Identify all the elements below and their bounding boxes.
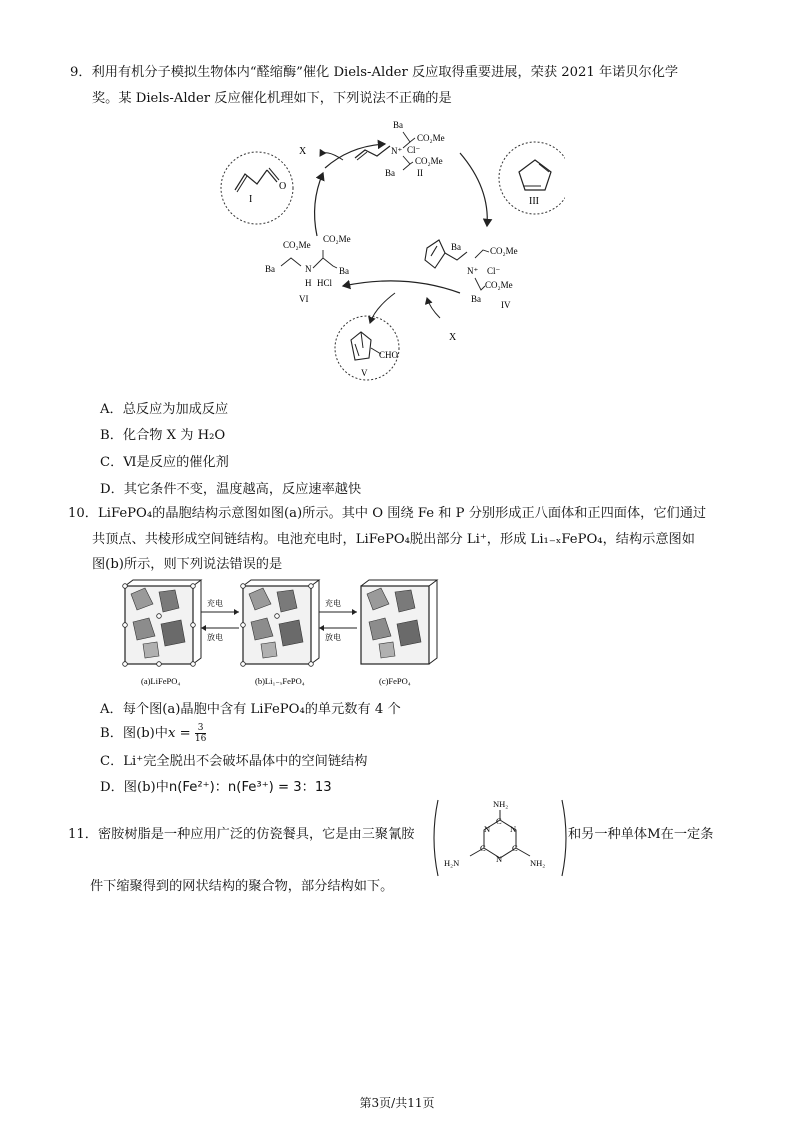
cell-b: [241, 580, 319, 666]
mol-nh2-top: NH₂: [493, 799, 509, 809]
q11-line1-before: 11．密胺树脂是一种应用广泛的仿瓷餐具，它是由三聚氰胺: [68, 827, 415, 842]
q11-line1-after: 和另一种单体M在一定条: [568, 827, 714, 842]
cycle-arrow-left: [315, 173, 323, 236]
melamine-structure: [430, 796, 570, 880]
arrow-label-discharge-1: 放电: [207, 633, 223, 642]
co2me-ii-bottom: CO₂Me: [415, 156, 443, 166]
q10-option-b-fraction: [195, 723, 206, 744]
co2me-ii-top: CO₂Me: [417, 133, 445, 143]
co2me-iv-top: CO₂Me: [490, 246, 518, 256]
arrow-label-charge-1: 充电: [207, 599, 223, 608]
label-v: V: [361, 368, 368, 378]
atom-n-plus-iv: N⁺: [467, 266, 479, 276]
mol-h2n-left: H₂N: [444, 858, 460, 868]
q9-option-b: B．化合物 X 为 H₂O: [100, 428, 226, 443]
label-ii: II: [417, 168, 423, 178]
cell-c: [361, 580, 437, 664]
ba-vi-right: Ba: [339, 266, 349, 276]
mol-c-top: C: [496, 816, 502, 826]
label-x-top: X: [299, 146, 307, 157]
cycle-arrow-right: [460, 153, 487, 226]
q10-line2: 共顶点、共棱形成空间链结构。电池充电时，LiFePO₄脱出部分 Li⁺，形成 Li₁₋ₓFePO₄，结构示意图如: [92, 532, 695, 547]
q9-option-d: D．其它条件不变，温度越高，反应速率越快: [100, 482, 362, 497]
q9-line1: 9．利用有机分子模拟生物体内“醛缩酶”催化 Diels-Alder 反应取得重要进展，荣获 2021 年诺贝尔化学: [70, 65, 679, 80]
arrow-label-discharge-2: 放电: [325, 633, 341, 642]
hcl-vi: HCl: [317, 278, 333, 288]
q11-line2: 件下缩聚得到的网状结构的聚合物，部分结构如下。: [90, 879, 394, 894]
fraction-denominator: 16: [194, 734, 207, 744]
atom-n-plus-ii: N⁺: [391, 146, 403, 156]
atom-o: O: [279, 181, 287, 192]
q10-option-b-expr: x =: [168, 726, 195, 741]
co2me-iv-bottom: CO₂Me: [485, 280, 513, 290]
atom-h-vi: H: [305, 278, 312, 288]
cycle-arrow-bottom: [343, 281, 460, 293]
q10-option-d-text: D．图(b)中: [100, 780, 169, 795]
cell-b-label: (b)Li₁₋ₓFePO₄: [255, 676, 305, 686]
cell-a-label: (a)LiFePO₄: [141, 676, 181, 686]
q10-option-a: A．每个图(a)晶胞中含有 LiFePO₄的单元数有 4 个: [100, 702, 401, 717]
ba-vi-left: Ba: [265, 264, 275, 274]
cl-ii: Cl⁻: [407, 145, 421, 155]
page-footer: 第3页/共11页: [359, 1096, 435, 1110]
mol-c-left: C: [480, 843, 486, 853]
mol-c-right: C: [512, 843, 518, 853]
q9-option-c: C．Ⅵ是反应的催化剂: [100, 455, 229, 470]
co2me-vi-right: CO₂Me: [323, 234, 351, 244]
q10-option-d: [100, 776, 332, 795]
q9-mechanism-diagram: [205, 108, 565, 390]
atom-n-vi: N: [305, 264, 312, 274]
mol-nh2-right: NH₂: [530, 858, 546, 868]
cl-iv: Cl⁻: [487, 266, 501, 276]
label-vi: VI: [299, 294, 309, 304]
ba-iv-bottom: Ba: [471, 294, 481, 304]
cho-v: CHO: [379, 350, 399, 360]
q10-option-d-expr: n(Fe²⁺)：n(Fe³⁺) = 3：13: [168, 780, 332, 795]
q10-option-c: C．Li⁺完全脱出不会破坏晶体中的空间链结构: [100, 754, 368, 769]
label-x-bottom: X: [449, 332, 457, 343]
q10-line1: 10．LiFePO₄的晶胞结构示意图如图(a)所示。其中 O 围绕 Fe 和 P 分别形成正八面体和正四面体，它们通过: [68, 506, 707, 521]
q10-crystal-figure: [115, 578, 445, 692]
fraction-numerator: 3: [195, 723, 206, 734]
q10-option-b-text: B．图(b)中: [100, 726, 168, 741]
co2me-vi-left: CO₂Me: [283, 240, 311, 250]
ba-ii-top: Ba: [393, 120, 403, 130]
label-iii: III: [529, 196, 539, 207]
arrow-label-charge-2: 充电: [325, 599, 341, 608]
cell-c-label: (c)FePO₄: [379, 676, 411, 686]
q9-option-a: A．总反应为加成反应: [100, 402, 229, 417]
q9-line2: 奖。某 Diels-Alder 反应催化机理如下，下列说法不正确的是: [92, 91, 452, 106]
ba-ii-bottom: Ba: [385, 168, 395, 178]
ba-iv-top: Ba: [451, 242, 461, 252]
cell-a: [123, 580, 201, 666]
q10-line3: 图(b)所示，则下列说法错误的是: [92, 557, 283, 572]
label-iv: IV: [501, 300, 511, 310]
mol-n-2: N: [510, 824, 517, 834]
q10-option-b: [100, 722, 206, 748]
mol-n-1: N: [484, 824, 491, 834]
label-i: I: [249, 194, 253, 205]
mol-n-3: N: [496, 854, 503, 864]
